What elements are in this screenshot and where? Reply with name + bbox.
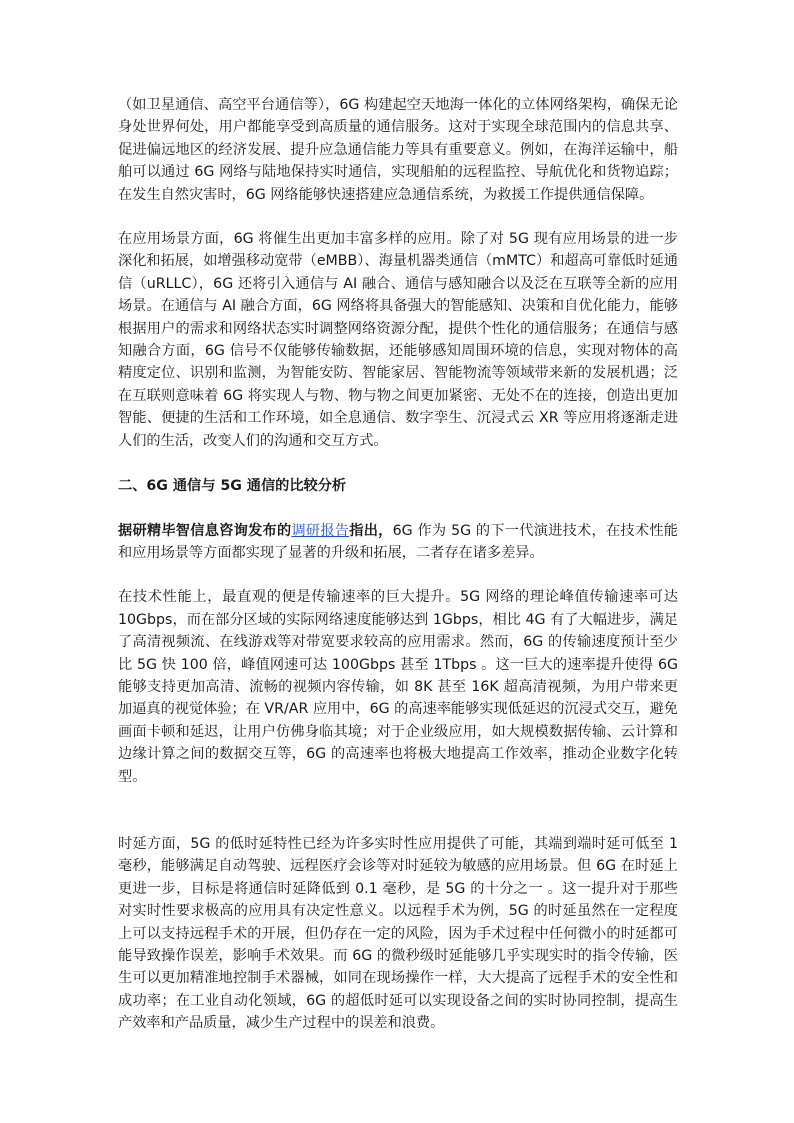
paragraph-transmission-rate: 在技术性能上，最直观的便是传输速率的巨大提升。5G 网络的理论峰值传输速率可达 10Gbps，而在部分区域的实际网络速度能够达到 1Gbps，相比 4G 有了大幅进步，满足了高清视频流、在线游戏等对带宽要求较高的应用需求。然而，6G 的传输速度预计至少比 5G 快 100 倍，峰值网速可达 100Gbps 甚至 1Tbps 。这一巨大的速率提升使得 6G 能够支持更加高清、流畅的视频内容传输，如 8K 甚至 16K 超高清视频，为用户带来更加逼真的视觉体验；在 VR/AR 应用中，6G 的高速率能够实现低延迟的沉浸式交互，避免画面卡顿和延迟，让用户仿佛身临其境；对于企业级应用，如大规模数据传输、云计算和边缘计算之间的数据交互等，6G 的高速率也将极大地提高工作效率，推动企业数字化转型。 [118, 589, 678, 785]
report-source-lead: 据研精毕智信息咨询发布的 [118, 522, 292, 539]
report-intro-text: 6G 作为 5G 的下一代演进技术，在技术性能和应用场景等方面都实现了显著的升级和拓展，二者存在诸多差异。 [118, 522, 678, 561]
paragraph-application-scenarios: 在应用场景方面，6G 将催生出更加丰富多样的应用。除了对 5G 现有应用场景的进一步深化和拓展，如增强移动宽带（eMBB）、海量机器类通信（mMTC）和超高可靠低时延通信（uRLLC），6G 还将引入通信与 AI 融合、通信与感知融合以及泛在互联等全新的应用场景。在通信与 AI 融合方面，6G 网络将具备强大的智能感知、决策和自优化能力，能够根据用户的需求和网络状态实时调整网络资源分配，提供个性化的通信服务；在通信与感知融合方面，6G 信号不仅能够传输数据，还能够感知周围环境的信息，实现对物体的高精度定位、识别和监测，为智能安防、智能家居、智能物流等领域带来新的发展机遇；泛在互联则意味着 6G 将实现人与物、物与物之间更加紧密、无处不在的连接，创造出更加智能、便捷的生活和工作环境，如全息通信、数字孪生、沉浸式云 XR 等应用将逐渐走进人们的生活，改变人们的沟通和交互方式。 [118, 231, 678, 449]
paragraph-report-intro [118, 520, 678, 565]
paragraph-satellite-network: （如卫星通信、高空平台通信等），6G 构建起空天地海一体化的立体网络架构，确保无论身处世界何处，用户都能享受到高质量的通信服务。这对于实现全球范围内的信息共享、促进偏远地区的经济发展、提升应急通信能力等具有重要意义。例如，在海洋运输中，船舶可以通过 6G 网络与陆地保持实时通信，实现船舶的远程监控、导航优化和货物追踪；在发生自然灾害时，6G 网络能够快速搭建应急通信系统，为救援工作提供通信保障。 [118, 97, 678, 203]
document-body [118, 94, 678, 1035]
paragraph-latency: 时延方面，5G 的低时延特性已经为许多实时性应用提供了可能，其端到端时延可低至 1 毫秒，能够满足自动驾驶、远程医疗会诊等对时延较为敏感的应用场景。但 6G 在时延上更进一步，目标是将通信时延降低到 0.1 毫秒，是 5G 的十分之一 。这一提升对于那些对实时性要求极高的应用具有决定性意义。以远程手术为例，5G 的时延虽然在一定程度上可以支持远程手术的开展，但仍存在一定的风险，因为手术过程中任何微小的时延都可能导致操作误差，影响手术效果。而 6G 的微秒级时延能够几乎实现实时的指令传输，医生可以更加精准地控制手术器械，如同在现场操作一样，大大提高了远程手术的安全性和成功率；在工业自动化领域，6G 的超低时延可以实现设备之间的实时协同控制，提高生产效率和产品质量，减少生产过程中的误差和浪费。 [118, 835, 678, 1032]
section-heading-comparison: 二、6G 通信与 5G 通信的比较分析 [118, 478, 347, 495]
report-source-suffix: 指出， [349, 522, 393, 539]
research-report-link[interactable]: 调研报告 [291, 522, 350, 539]
